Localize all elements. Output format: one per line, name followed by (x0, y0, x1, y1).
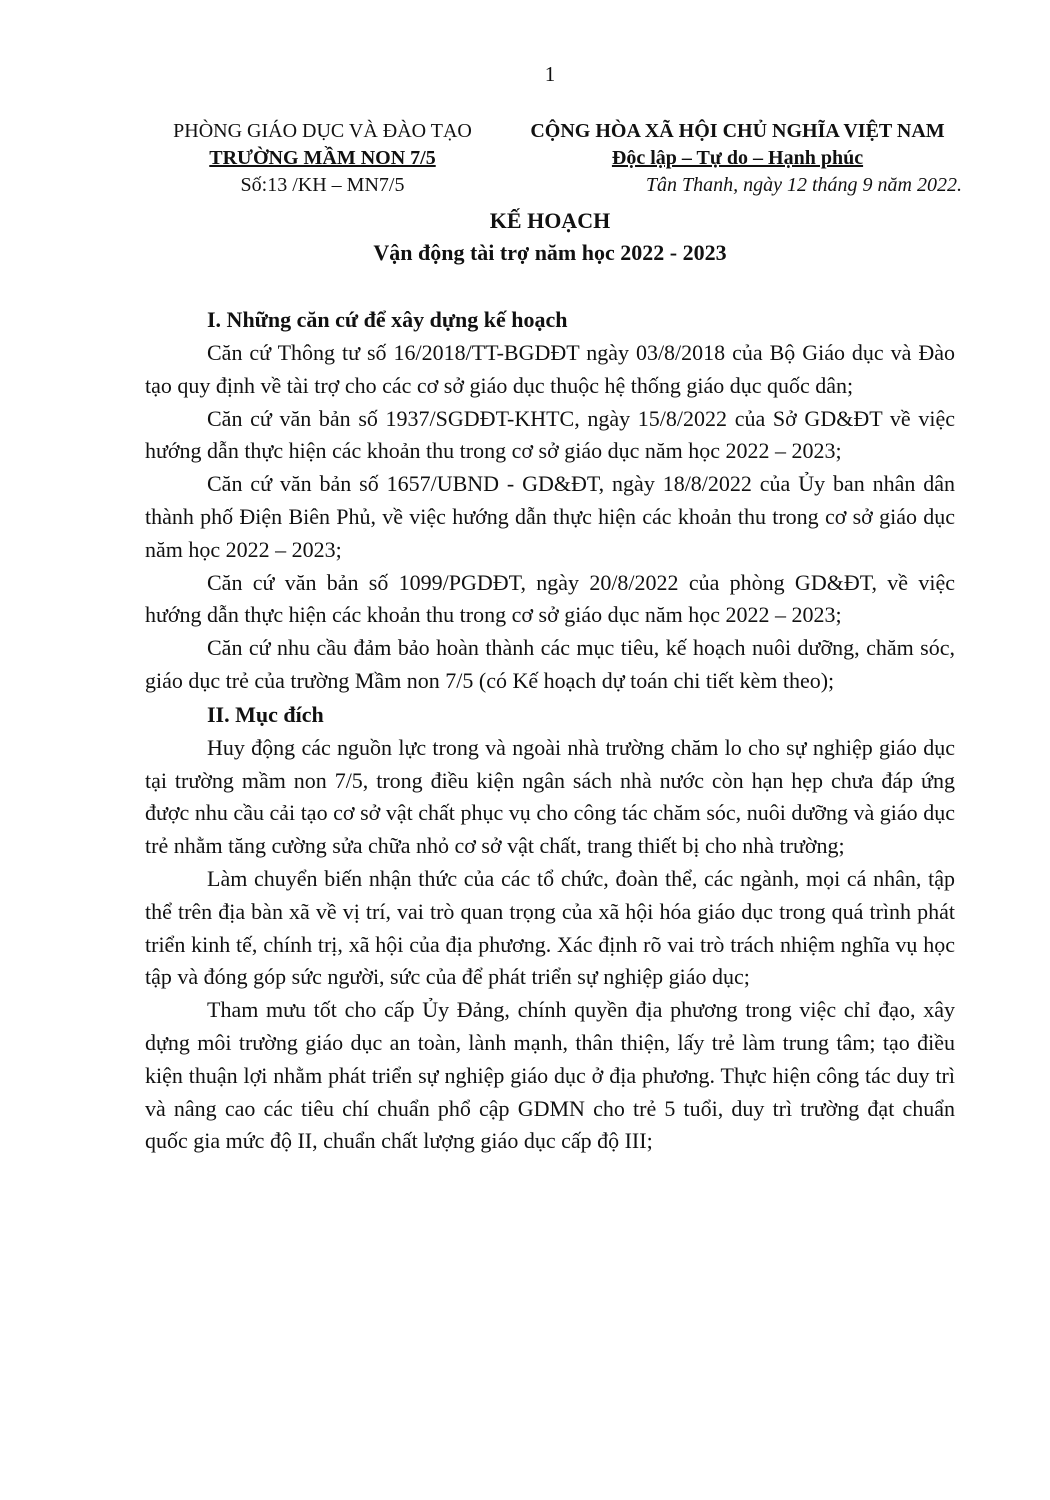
nation-name: CỘNG HÒA XÃ HỘI CHỦ NGHĨA VIỆT NAM (530, 120, 945, 142)
place-date: Tân Thanh, ngày 12 tháng 9 năm 2022. (645, 174, 962, 196)
section-1-paragraph: Căn cứ văn bản số 1657/UBND - GD&ĐT, ngày 18/8/2022 của Ủy ban nhân dân thành phố Điện Biên Phủ, về việc hướng dẫn thực hiện các khoản thu trong cơ sở giáo dục năm học 2022 – 2023; (145, 471, 955, 562)
section-2-paragraph: Huy động các nguồn lực trong và ngoài nhà trường chăm lo cho sự nghiệp giáo dục tại trường mầm non 7/5, trong điều kiện ngân sách nhà nước còn hạn hẹp chưa đáp ứng được nhu cầu cải tạo cơ sở vật chất phục vụ cho công tác chăm sóc, nuôi dưỡng và giáo dục trẻ nhằm tăng cường sửa chữa nhỏ cơ sở vật chất, trang thiết bị cho nhà trường; (145, 734, 955, 859)
section-2-heading: II. Mục đích (207, 701, 324, 727)
section-2-paragraph: Tham mưu tốt cho cấp Ủy Đảng, chính quyền địa phương trong việc chỉ đạo, xây dựng môi trường giáo dục an toàn, lành mạnh, thân thiện, lấy trẻ làm trung tâm; tạo điều kiện thuận lợi nhằm phát triển sự nghiệp giáo dục ở địa phương. Thực hiện công tác duy trì và nâng cao các tiêu chí chuẩn phổ cập GDMN cho trẻ 5 tuổi, duy trì trường đạt chuẩn quốc gia mức độ II, chuẩn chất lượng giáo dục cấp độ III; (145, 997, 955, 1154)
document-number: Số:13 /KH – MN7/5 (240, 174, 405, 196)
section-1-paragraph: Căn cứ văn bản số 1099/PGDĐT, ngày 20/8/2022 của phòng GD&ĐT, về việc hướng dẫn thực hiện các khoản thu trong cơ sở giáo dục năm học 2022 – 2023; (145, 569, 955, 628)
section-1-heading: I. Những căn cứ để xây dựng kế hoạch (207, 307, 568, 332)
section-1-paragraph: Căn cứ văn bản số 1937/SGDĐT-KHTC, ngày 15/8/2022 của Sở GD&ĐT về việc hướng dẫn thực hiện các khoản thu trong cơ sở giáo dục năm học 2022 – 2023; (145, 405, 955, 464)
section-2-paragraph: Làm chuyển biến nhận thức của các tổ chức, đoàn thể, các ngành, mọi cá nhân, tập thể trên địa bàn xã về vị trí, vai trò quan trọng của xã hội hóa giáo dục trong quá trình phát triển kinh tế, chính trị, xã hội của địa phương. Xác định rõ vai trò trách nhiệm nghĩa vụ học tập và đóng góp sức người, sức của để phát triển sự nghiệp giáo dục; (145, 865, 955, 990)
document-body (145, 303, 955, 1158)
document-title (0, 205, 1050, 269)
section-1-paragraph: Căn cứ Thông tư số 16/2018/TT-BGDĐT ngày 03/8/2018 của Bộ Giáo dục và Đào tạo quy định về tài trợ cho các cơ sở giáo dục thuộc hệ thống giáo dục quốc dân; (145, 340, 955, 398)
header-left (140, 118, 505, 199)
title-sub: Vận động tài trợ năm học 2022 - 2023 (373, 240, 727, 265)
title-main: KẾ HOẠCH (489, 208, 611, 233)
header-right (505, 118, 970, 199)
national-motto: Độc lập – Tự do – Hạnh phúc (611, 147, 864, 169)
page-number: 1 (544, 62, 556, 86)
section-1-paragraph: Căn cứ nhu cầu đảm bảo hoàn thành các mục tiêu, kế hoạch nuôi dưỡng, chăm sóc, giáo dục trẻ của trường Mầm non 7/5 (có Kế hoạch dự toán chi tiết kèm theo); (145, 635, 955, 693)
school-name: TRƯỜNG MẦM NON 7/5 (209, 147, 436, 169)
department-name: PHÒNG GIÁO DỤC VÀ ĐÀO TẠO (173, 120, 472, 142)
